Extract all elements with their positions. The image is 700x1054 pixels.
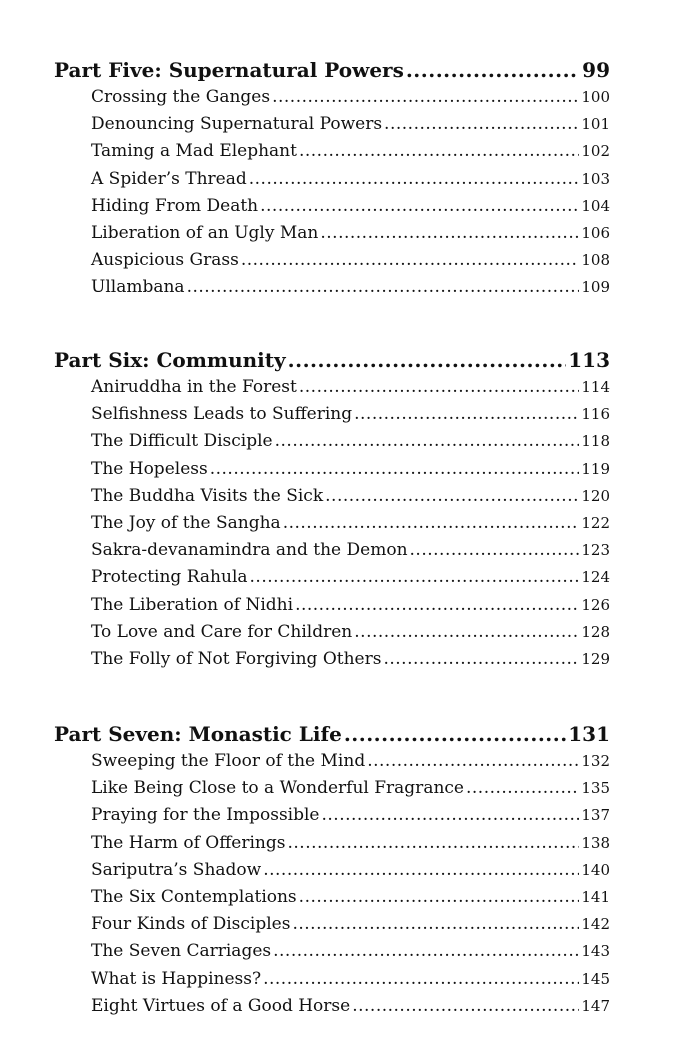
dot-leader xyxy=(299,884,580,911)
toc-entry xyxy=(91,510,610,537)
dot-leader xyxy=(273,938,579,965)
dot-leader xyxy=(295,592,579,619)
entry-page-number: 132 xyxy=(581,752,610,770)
entry-page-number: 119 xyxy=(581,459,610,478)
entry-page-number: 101 xyxy=(581,115,610,134)
entry-page-number: 123 xyxy=(581,541,610,560)
toc-entry xyxy=(91,428,610,455)
entry-list xyxy=(91,748,610,1020)
dot-leader xyxy=(241,247,580,274)
part-title: Part Five: Supernatural Powers xyxy=(54,58,404,82)
entry-title: Eight Virtues of a Good Horse xyxy=(91,995,351,1016)
toc-entry xyxy=(91,802,610,829)
entry-title: The Harm of Offerings xyxy=(91,832,286,853)
entry-title: Denouncing Supernatural Powers xyxy=(91,114,383,135)
toc-entry xyxy=(91,274,610,301)
entry-page-number: 106 xyxy=(581,223,610,242)
part-heading xyxy=(54,56,610,84)
part-heading xyxy=(54,346,610,374)
entry-title: Liberation of an Ugly Man xyxy=(91,222,319,243)
entry-title: A Spider’s Thread xyxy=(91,168,247,189)
toc-entry xyxy=(91,966,610,993)
dot-leader xyxy=(410,537,580,564)
dot-leader xyxy=(249,166,580,193)
entry-page-number: 100 xyxy=(581,88,610,106)
entry-page-number: 140 xyxy=(581,860,610,879)
entry-title: Four Kinds of Disciples xyxy=(91,914,291,935)
entry-page-number: 126 xyxy=(581,595,610,614)
part-title: Part Seven: Monastic Life xyxy=(54,722,342,746)
entry-page-number: 135 xyxy=(581,779,610,798)
entry-page-number: 114 xyxy=(581,378,610,396)
entry-page-number: 141 xyxy=(581,887,610,906)
entry-page-number: 138 xyxy=(581,833,610,852)
entry-title: The Hopeless xyxy=(91,458,208,479)
entry-title: The Difficult Disciple xyxy=(91,431,273,452)
entry-title: Protecting Rahula xyxy=(91,567,248,588)
dot-leader xyxy=(272,84,579,111)
entry-page-number: 124 xyxy=(581,568,610,587)
entry-page-number: 103 xyxy=(581,169,610,188)
dot-leader xyxy=(383,646,579,673)
part-page-number: 113 xyxy=(568,348,610,372)
entry-title: To Love and Care for Children xyxy=(91,621,353,642)
entry-title: Hiding From Death xyxy=(91,195,259,216)
dot-leader xyxy=(288,830,580,857)
part-six-section xyxy=(54,346,610,673)
toc-entry xyxy=(91,193,610,220)
part-five-section xyxy=(54,56,610,302)
dot-leader xyxy=(466,775,579,802)
entry-list xyxy=(91,84,610,302)
entry-page-number: 142 xyxy=(581,915,610,934)
part-title: Part Six: Community xyxy=(54,348,286,372)
dot-leader xyxy=(187,274,580,301)
toc-entry xyxy=(91,830,610,857)
entry-page-number: 128 xyxy=(581,622,610,641)
dot-leader xyxy=(292,911,579,938)
dot-leader xyxy=(352,993,579,1020)
entry-page-number: 102 xyxy=(581,142,610,161)
entry-title: Sweeping the Floor of the Mind xyxy=(91,751,366,771)
dot-leader xyxy=(210,456,580,483)
part-page-number: 131 xyxy=(568,722,610,746)
entry-title: Like Being Close to a Wonderful Fragrance xyxy=(91,778,464,799)
toc-entry xyxy=(91,220,610,247)
dot-leader xyxy=(322,802,580,829)
entry-title: The Seven Carriages xyxy=(91,941,272,962)
dot-leader xyxy=(263,966,579,993)
entry-title: Sakra-devanamindra and the Demon xyxy=(91,540,408,561)
entry-list xyxy=(91,374,610,673)
entry-title: The Liberation of Nidhi xyxy=(91,594,294,615)
entry-title: Crossing the Ganges xyxy=(91,87,271,107)
dot-leader xyxy=(250,564,580,591)
entry-page-number: 137 xyxy=(581,806,610,825)
dot-leader xyxy=(288,346,567,374)
entry-title: Sariputra’s Shadow xyxy=(91,859,262,880)
entry-title: Selfishness Leads to Suffering xyxy=(91,404,353,425)
dot-leader xyxy=(283,510,580,537)
entry-page-number: 129 xyxy=(581,649,610,668)
part-page-number: 99 xyxy=(582,58,610,82)
dot-leader xyxy=(299,374,579,401)
toc-entry xyxy=(91,748,610,775)
dot-leader xyxy=(384,111,579,138)
toc-entry xyxy=(91,456,610,483)
toc-entry xyxy=(91,138,610,165)
entry-title: The Folly of Not Forgiving Others xyxy=(91,648,382,669)
entry-title: The Six Contemplations xyxy=(91,886,297,907)
toc-entry xyxy=(91,592,610,619)
toc-entry xyxy=(91,857,610,884)
entry-title: Ullambana xyxy=(91,277,185,298)
toc-entry xyxy=(91,374,610,401)
entry-title: The Buddha Visits the Sick xyxy=(91,485,324,506)
dot-leader xyxy=(320,220,579,247)
entry-page-number: 147 xyxy=(581,996,610,1015)
entry-title: Auspicious Grass xyxy=(91,250,239,271)
dot-leader xyxy=(367,748,579,775)
toc-entry xyxy=(91,111,610,138)
toc-entry xyxy=(91,483,610,510)
entry-title: What is Happiness? xyxy=(91,968,262,989)
toc-entry xyxy=(91,619,610,646)
dot-leader xyxy=(325,483,579,510)
dot-leader xyxy=(406,56,578,84)
dot-leader xyxy=(354,619,579,646)
toc-entry xyxy=(91,401,610,428)
entry-page-number: 120 xyxy=(581,486,610,505)
entry-page-number: 104 xyxy=(581,196,610,215)
dot-leader xyxy=(354,401,579,428)
entry-page-number: 116 xyxy=(581,405,610,424)
dot-leader xyxy=(299,138,579,165)
dot-leader xyxy=(275,428,580,455)
part-heading xyxy=(54,720,610,748)
toc-entry xyxy=(91,993,610,1020)
entry-page-number: 143 xyxy=(581,942,610,961)
toc-entry xyxy=(91,646,610,673)
entry-page-number: 109 xyxy=(581,278,610,297)
toc-entry xyxy=(91,775,610,802)
dot-leader xyxy=(260,193,579,220)
entry-title: Taming a Mad Elephant xyxy=(91,141,297,162)
toc-entry xyxy=(91,938,610,965)
toc-entry xyxy=(91,884,610,911)
entry-title: Aniruddha in the Forest xyxy=(91,377,297,397)
entry-page-number: 118 xyxy=(581,432,610,451)
toc-entry xyxy=(91,564,610,591)
dot-leader xyxy=(263,857,579,884)
entry-title: The Joy of the Sangha xyxy=(91,512,281,533)
toc-entry xyxy=(91,911,610,938)
entry-page-number: 145 xyxy=(581,969,610,988)
part-seven-section xyxy=(54,720,610,1020)
entry-title: Praying for the Impossible xyxy=(91,805,320,826)
entry-page-number: 108 xyxy=(581,251,610,270)
toc-entry xyxy=(91,166,610,193)
toc-entry xyxy=(91,84,610,111)
toc-entry xyxy=(91,537,610,564)
dot-leader xyxy=(344,720,566,748)
toc-entry xyxy=(91,247,610,274)
entry-page-number: 122 xyxy=(581,513,610,532)
